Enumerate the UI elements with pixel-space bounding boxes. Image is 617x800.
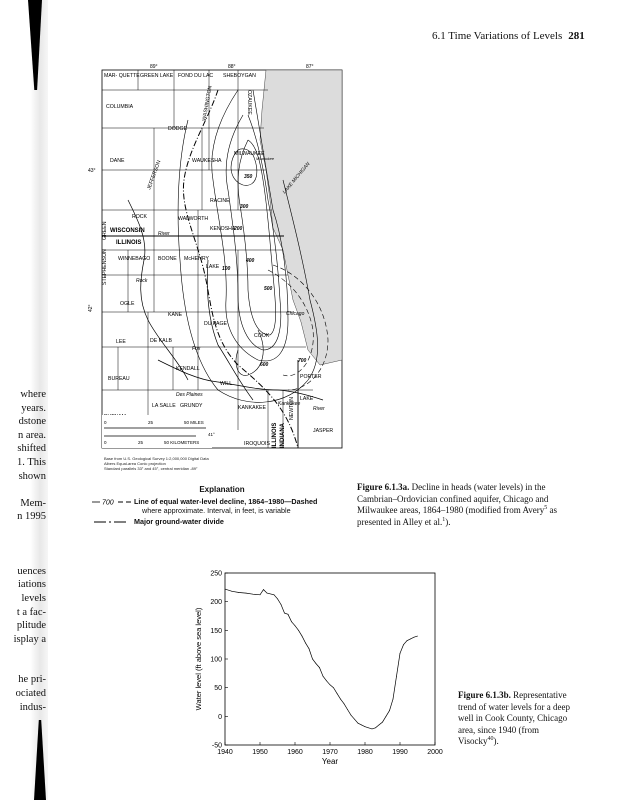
data-point xyxy=(277,598,278,599)
lon-label: 87° xyxy=(306,64,314,70)
river-label: Kankakee xyxy=(278,401,301,407)
river-label: Fox xyxy=(192,346,201,352)
county-label: KENDALL xyxy=(176,366,200,372)
data-point xyxy=(263,589,264,590)
x-tick-label: 1950 xyxy=(252,749,268,756)
county-label: LA SALLE xyxy=(152,403,176,409)
prev-page-line: years. xyxy=(21,402,46,414)
county-label: DANE xyxy=(110,158,125,164)
county-label: OZAUKEE xyxy=(246,90,252,115)
caption-label: Figure 6.1.3b. xyxy=(458,690,511,700)
county-label: COLUMBIA xyxy=(106,104,134,110)
data-point xyxy=(407,640,408,641)
data-point xyxy=(340,699,341,700)
y-tick-label: 250 xyxy=(210,570,222,578)
county-label: LAKE xyxy=(300,396,314,402)
data-point xyxy=(298,630,299,631)
caption-ref: 40 xyxy=(487,736,494,742)
scale-tick: 50 MILES xyxy=(184,420,204,425)
prev-page-line: isplay a xyxy=(13,633,46,645)
contour-value: 500 xyxy=(264,286,273,292)
prev-page-line: t a fac- xyxy=(16,606,46,618)
state-label: ILLINOIS xyxy=(116,240,142,246)
legend-item xyxy=(92,517,352,527)
county-label: WALWORTH xyxy=(178,216,209,222)
y-axis-label: Water level (ft above sea level) xyxy=(194,607,203,711)
data-point xyxy=(414,637,415,638)
county-label: McHENRY xyxy=(184,256,209,262)
prev-page-line xyxy=(2,483,46,497)
legend-item xyxy=(92,497,352,515)
data-point xyxy=(389,710,390,711)
scale-lat: 41° xyxy=(208,432,215,437)
county-label: JEFFERSON xyxy=(146,159,163,191)
data-point xyxy=(326,680,327,681)
credit-line: Albers Equal-area Conic projection xyxy=(104,461,166,466)
prev-page-line: ociated xyxy=(15,688,46,700)
caption-text: ). xyxy=(493,736,499,746)
data-point xyxy=(344,703,345,704)
scale-tick: 25 xyxy=(148,420,154,425)
data-point xyxy=(239,592,240,593)
county-label: GREEN LAKE xyxy=(140,73,174,79)
x-tick-label: 1980 xyxy=(357,749,373,756)
county-label: PORTER xyxy=(300,374,322,380)
contour-value: 300 xyxy=(240,204,249,210)
page-number: 281 xyxy=(568,30,585,42)
data-point xyxy=(253,594,254,595)
y-tick-label: 200 xyxy=(210,599,222,607)
county-label: DU PAGE xyxy=(204,321,227,327)
data-point xyxy=(354,719,355,720)
data-point xyxy=(379,725,380,726)
data-point xyxy=(260,594,261,595)
contour-value: 200 xyxy=(234,226,243,232)
data-point xyxy=(410,639,411,640)
county-label: WILL xyxy=(220,381,233,387)
prev-page-line xyxy=(2,646,46,660)
prev-page-line xyxy=(2,660,46,674)
y-tick-label: 50 xyxy=(214,685,222,693)
contour-value: 600 xyxy=(260,362,269,368)
scale-tick: 50 KILOMETERS xyxy=(164,440,200,445)
county-label: FOND DU LAC xyxy=(178,73,214,79)
plot-frame xyxy=(225,573,435,745)
caption-text: Representative trend of water levels for a deep well in Cook County, Chicago area, since 1940 (from Visocky xyxy=(458,690,570,746)
data-point xyxy=(323,676,324,677)
water-level-decline-map xyxy=(88,60,348,455)
data-point xyxy=(393,699,394,700)
data-point xyxy=(312,659,313,660)
data-point xyxy=(372,729,373,730)
prev-page-line: indus- xyxy=(19,701,46,713)
data-point xyxy=(403,644,404,645)
county-label: ROCK xyxy=(132,214,147,220)
data-point xyxy=(246,593,247,594)
prev-page-line: shifted xyxy=(17,443,46,455)
caption-ref: 1 xyxy=(442,516,446,523)
data-point xyxy=(375,727,376,728)
lake-michigan xyxy=(260,70,342,365)
data-point xyxy=(368,727,369,728)
data-point xyxy=(225,589,226,590)
section-title: 6.1 Time Variations of Levels xyxy=(432,30,563,42)
credit-line: Base from U.S. Geological Survey 1:2,000,000 Digital Data xyxy=(104,456,209,461)
county-label: WASHINGTON xyxy=(201,85,214,122)
contour-value: 700 xyxy=(298,358,307,364)
county-label: SHEBOYGAN xyxy=(223,73,256,79)
prev-page-line: where xyxy=(20,389,46,400)
prev-page-line xyxy=(2,524,46,538)
county-label: LAKE xyxy=(206,264,220,270)
contour-value: 350 xyxy=(244,174,253,180)
data-point xyxy=(267,593,268,594)
prev-page-line: shown xyxy=(18,470,46,482)
contour-value: 100 xyxy=(222,266,231,272)
y-tick-label: 0 xyxy=(218,713,222,721)
series-line xyxy=(225,589,418,729)
data-point xyxy=(302,636,303,637)
county-label: OGLE xyxy=(120,301,135,307)
prev-page-line: dstone xyxy=(18,416,46,428)
county-label: DE KALB xyxy=(150,338,172,344)
y-tick-label: -50 xyxy=(211,742,222,750)
river-label: Rock xyxy=(136,278,148,284)
county-label: STEPHENSON xyxy=(102,249,108,285)
data-point xyxy=(288,614,289,615)
caption-text: Decline in heads (water levels) in the Cambrian–Ordovician confined aquifer, Chicago and Milwaukee areas, 1864–1980 (modified from Avery xyxy=(357,482,549,515)
data-point xyxy=(351,715,352,716)
data-point xyxy=(232,591,233,592)
legend-text-bold: Major ground-water divide xyxy=(134,517,224,526)
x-tick-label: 1990 xyxy=(392,749,408,756)
data-point xyxy=(316,663,317,664)
prev-page-line: 1. This xyxy=(17,456,46,468)
data-point xyxy=(305,643,306,644)
x-tick-label: 1970 xyxy=(322,749,338,756)
lat-label: 43° xyxy=(88,168,96,174)
y-tick-label: 150 xyxy=(210,627,222,635)
contour-value: 400 xyxy=(246,258,255,264)
state-label: WISCONSIN xyxy=(110,228,145,234)
county-label: BOONE xyxy=(158,256,177,262)
data-point xyxy=(365,726,366,727)
river-label: River xyxy=(158,231,170,237)
previous-page-text xyxy=(2,388,46,714)
legend-text-bold: Line of equal water-level decline, 1864–1980—Dashed xyxy=(134,497,318,506)
data-point xyxy=(295,625,296,626)
lon-label: 89° xyxy=(150,64,158,70)
x-axis-label: Year xyxy=(321,757,339,766)
map-legend xyxy=(92,485,352,529)
data-point xyxy=(281,604,282,605)
city-label: Chicago xyxy=(286,311,305,317)
running-header xyxy=(432,30,585,42)
county-label: KANE xyxy=(168,312,183,318)
county-label: MAR- QUETTE xyxy=(104,73,140,79)
river-label: River xyxy=(313,406,325,412)
data-point xyxy=(274,594,275,595)
county-label: IROQUOIS xyxy=(244,441,270,447)
data-point xyxy=(337,693,338,694)
figure-caption-b xyxy=(458,690,578,748)
caption-text: as presented in Alley et al. xyxy=(357,505,558,527)
prev-page-line: uences xyxy=(17,565,46,577)
divide-symbol xyxy=(92,517,134,527)
county-label: JASPER xyxy=(313,428,334,434)
data-point xyxy=(358,723,359,724)
figure-caption-a xyxy=(357,482,562,528)
prev-page-line: levels xyxy=(21,592,46,604)
county-label: COOK xyxy=(254,333,270,339)
map-credit xyxy=(104,456,209,471)
legend-title: Explanation xyxy=(199,485,245,494)
county-label: DODGE xyxy=(168,126,188,132)
prev-page-line: iations xyxy=(18,579,46,591)
scale-tick: 0 xyxy=(104,420,107,425)
lon-label: 88° xyxy=(228,64,236,70)
caption-ref: 5 xyxy=(544,505,548,511)
credit-line: Standard parallels 33° and 45°, central meridian -89° xyxy=(104,466,198,471)
state-label: INDIANA xyxy=(280,423,286,448)
data-point xyxy=(284,613,285,614)
lake-label: LAKE MICHIGAN xyxy=(281,161,312,196)
data-point xyxy=(319,667,320,668)
county-label: GREEN xyxy=(102,221,108,240)
legend-text: where approximate. Interval, in feet, is variable xyxy=(142,506,291,515)
data-point xyxy=(330,684,331,685)
prev-page-line xyxy=(2,551,46,565)
prev-page-line: n 1995 xyxy=(17,511,46,523)
prev-page-line: n area. xyxy=(18,429,46,441)
data-point xyxy=(386,716,387,717)
data-point xyxy=(417,636,418,637)
x-tick-label: 1940 xyxy=(217,749,233,756)
data-point xyxy=(347,709,348,710)
county-label: KANKAKEE xyxy=(238,405,266,411)
county-label: BUREAU xyxy=(108,376,130,382)
data-point xyxy=(396,676,397,677)
contour-symbol xyxy=(92,497,134,507)
prev-page-line: he pri- xyxy=(18,674,46,686)
scale-tick: 0 xyxy=(104,440,107,445)
data-point xyxy=(400,653,401,654)
y-tick-label: 100 xyxy=(210,656,222,664)
caption-label: Figure 6.1.3a. xyxy=(357,482,410,492)
county-label: GRUNDY xyxy=(180,403,203,409)
data-point xyxy=(291,621,292,622)
prev-page-line: plitude xyxy=(16,620,46,632)
county-label: WINNEBAGO xyxy=(118,256,151,262)
county-label: NEWTON xyxy=(289,397,295,420)
scale-bar xyxy=(102,415,215,448)
county-label: WAUKESHA xyxy=(192,158,222,164)
data-point xyxy=(309,648,310,649)
data-point xyxy=(361,725,362,726)
lat-label: 42° xyxy=(88,304,94,312)
legend-symbol-label: 700 xyxy=(102,499,114,507)
scale-tick: 25 xyxy=(138,440,144,445)
county-label: LEE xyxy=(116,339,126,345)
prev-page-line xyxy=(2,538,46,552)
prev-page-line: Mem- xyxy=(20,497,46,509)
x-tick-label: 1960 xyxy=(287,749,303,756)
river xyxy=(128,200,188,380)
x-tick-label: 2000 xyxy=(427,749,443,756)
data-point xyxy=(382,722,383,723)
water-level-chart xyxy=(185,565,445,775)
county-label: MILWAUKEE xyxy=(234,151,265,157)
county-label: KENOSHA xyxy=(210,226,236,232)
state-label: ILLINOIS xyxy=(272,422,278,448)
data-point xyxy=(333,687,334,688)
city-label: Milwaukee xyxy=(256,157,274,161)
river-label: Des Plaines xyxy=(176,392,203,398)
caption-text: ). xyxy=(445,516,451,527)
county-label: RACINE xyxy=(210,198,230,204)
